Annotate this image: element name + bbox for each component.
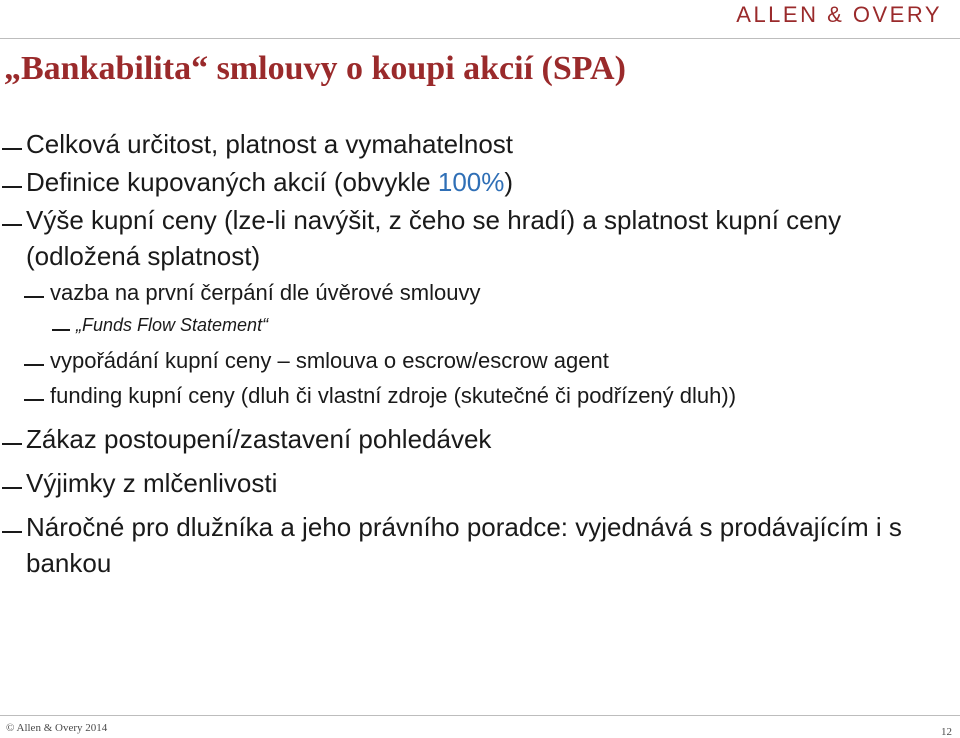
dash-marker	[24, 399, 44, 401]
bullet-text: vazba na první čerpání dle úvěrové smlouvy	[50, 280, 481, 305]
bullet-assignment-ban	[0, 421, 940, 457]
footer-divider	[0, 715, 960, 716]
bullet-demanding	[0, 509, 940, 581]
subbullet-settlement	[0, 345, 940, 376]
dash-marker	[2, 224, 22, 226]
bullet-confidentiality	[0, 465, 940, 501]
bullet-shares-definition	[0, 164, 940, 200]
dash-marker	[24, 364, 44, 366]
bullet-text: funding kupní ceny (dluh či vlastní zdroje (skutečné či podřízený dluh))	[50, 383, 737, 408]
allen-overy-logo: ALLEN & OVERY	[736, 2, 942, 27]
bullet-text: „Funds Flow Statement“	[76, 315, 269, 335]
slide-title: „Bankabilita“ smlouvy o koupi akcií (SPA)	[4, 50, 626, 87]
subbullet-first-drawdown	[0, 277, 940, 308]
bullet-text: vypořádání kupní ceny – smlouva o escrow/escrow agent	[50, 348, 609, 373]
dash-marker	[52, 329, 70, 331]
bullet-text-end: )	[504, 167, 514, 197]
dash-marker	[2, 148, 22, 150]
dash-marker	[2, 531, 22, 533]
header-divider	[0, 38, 960, 39]
dash-marker	[2, 487, 22, 489]
bullet-text: Celková určitost, platnost a vymahatelnost	[26, 129, 514, 159]
percentage-highlight: 100%	[437, 167, 505, 197]
bullet-text: Definice kupovaných akcií (obvykle	[26, 167, 438, 197]
dash-marker	[2, 443, 22, 445]
page-number: 12	[941, 726, 952, 738]
subbullet-funding	[0, 380, 940, 411]
bullet-text: Výjimky z mlčenlivosti	[26, 468, 278, 498]
bullet-purchase-price	[0, 202, 940, 274]
bullet-text: Výše kupní ceny (lze-li navýšit, z čeho se hradí) a splatnost kupní ceny (odložená splatnost)	[26, 205, 842, 271]
bullet-text: Zákaz postoupení/zastavení pohledávek	[26, 424, 492, 454]
subsubbullet-funds-flow	[0, 310, 940, 341]
bullet-list	[0, 126, 940, 581]
footer-copyright: © Allen & Overy 2014	[6, 722, 108, 734]
dash-marker	[24, 296, 44, 298]
dash-marker	[2, 186, 22, 188]
bullet-certainty	[0, 126, 940, 162]
bullet-text: Náročné pro dlužníka a jeho právního poradce: vyjednává s prodávajícím i s bankou	[26, 512, 902, 578]
